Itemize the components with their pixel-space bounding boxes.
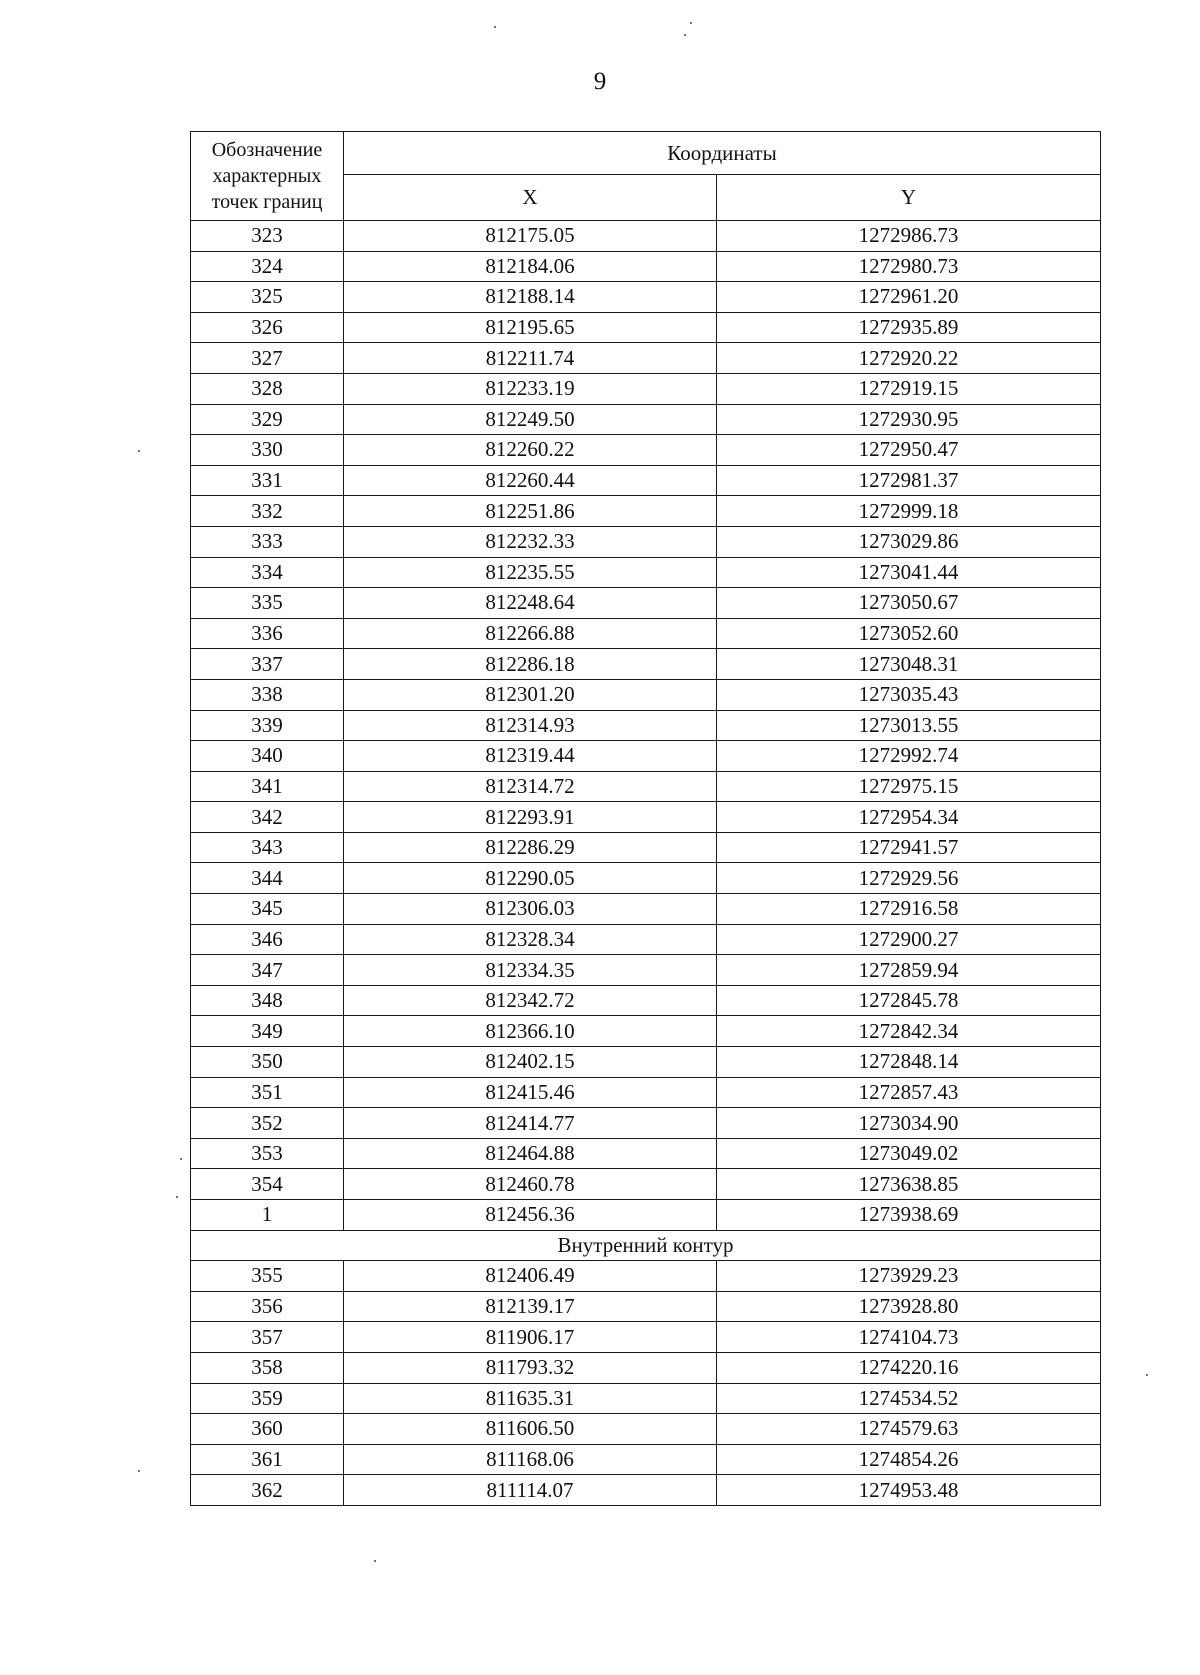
- table-row: [191, 1444, 1101, 1475]
- table-row: [191, 404, 1101, 435]
- table-row: [191, 251, 1101, 282]
- header-point-designation: Обозначение характерных точек границ: [191, 132, 344, 221]
- cell-x: 812286.29: [344, 832, 717, 863]
- cell-x: 812456.36: [344, 1200, 717, 1231]
- cell-x: 812464.88: [344, 1138, 717, 1169]
- cell-point: 326: [191, 312, 344, 343]
- table-row: [191, 1383, 1101, 1414]
- cell-y: 1272920.22: [717, 343, 1101, 374]
- cell-x: 812139.17: [344, 1291, 717, 1322]
- table-row: [191, 373, 1101, 404]
- cell-x: 812232.33: [344, 526, 717, 557]
- cell-point: 333: [191, 526, 344, 557]
- cell-x: 812184.06: [344, 251, 717, 282]
- cell-point: 334: [191, 557, 344, 588]
- cell-point: 356: [191, 1291, 344, 1322]
- cell-x: 812260.22: [344, 435, 717, 466]
- table-row: [191, 1352, 1101, 1383]
- table-row: [191, 802, 1101, 833]
- cell-y: 1273049.02: [717, 1138, 1101, 1169]
- table-row: [191, 1322, 1101, 1353]
- cell-x: 812233.19: [344, 373, 717, 404]
- table-row: [191, 679, 1101, 710]
- table-row: [191, 588, 1101, 619]
- table-row: [191, 465, 1101, 496]
- cell-x: 812334.35: [344, 955, 717, 986]
- cell-point: 343: [191, 832, 344, 863]
- table-row: [191, 1261, 1101, 1292]
- cell-y: 1272975.15: [717, 771, 1101, 802]
- cell-x: 812402.15: [344, 1047, 717, 1078]
- header-x: X: [344, 175, 717, 221]
- table-row: [191, 894, 1101, 925]
- cell-x: 812415.46: [344, 1077, 717, 1108]
- table-row: [191, 1016, 1101, 1047]
- section-title: Внутренний контур: [191, 1230, 1101, 1261]
- cell-point: 355: [191, 1261, 344, 1292]
- cell-point: 327: [191, 343, 344, 374]
- header-coordinates: Координаты: [344, 132, 1101, 175]
- cell-point: 338: [191, 679, 344, 710]
- cell-y: 1272992.74: [717, 741, 1101, 772]
- cell-point: 337: [191, 649, 344, 680]
- inner-contour-body: [191, 1261, 1101, 1506]
- cell-y: 1272930.95: [717, 404, 1101, 435]
- cell-x: 812251.86: [344, 496, 717, 527]
- cell-y: 1273041.44: [717, 557, 1101, 588]
- cell-y: 1272950.47: [717, 435, 1101, 466]
- cell-y: 1272919.15: [717, 373, 1101, 404]
- cell-point: 344: [191, 863, 344, 894]
- cell-point: 353: [191, 1138, 344, 1169]
- cell-point: 328: [191, 373, 344, 404]
- cell-y: 1272981.37: [717, 465, 1101, 496]
- cell-y: 1274220.16: [717, 1352, 1101, 1383]
- table-row: [191, 955, 1101, 986]
- cell-y: 1272929.56: [717, 863, 1101, 894]
- table-row: [191, 1475, 1101, 1506]
- table-row: [191, 649, 1101, 680]
- table-row: [191, 312, 1101, 343]
- cell-point: 357: [191, 1322, 344, 1353]
- cell-point: 349: [191, 1016, 344, 1047]
- cell-y: 1272859.94: [717, 955, 1101, 986]
- cell-y: 1274534.52: [717, 1383, 1101, 1414]
- cell-x: 812366.10: [344, 1016, 717, 1047]
- cell-x: 812211.74: [344, 343, 717, 374]
- cell-y: 1274579.63: [717, 1414, 1101, 1445]
- table-row: [191, 526, 1101, 557]
- cell-x: 812414.77: [344, 1108, 717, 1139]
- cell-x: 812175.05: [344, 221, 717, 252]
- cell-y: 1272961.20: [717, 282, 1101, 313]
- cell-x: 812260.44: [344, 465, 717, 496]
- table-row: [191, 924, 1101, 955]
- table-row: [191, 1291, 1101, 1322]
- cell-point: 351: [191, 1077, 344, 1108]
- table-row: [191, 221, 1101, 252]
- cell-y: 1272848.14: [717, 1047, 1101, 1078]
- cell-point: 341: [191, 771, 344, 802]
- cell-point: 325: [191, 282, 344, 313]
- cell-x: 812314.72: [344, 771, 717, 802]
- table-row: [191, 343, 1101, 374]
- cell-x: 812314.93: [344, 710, 717, 741]
- cell-point: 358: [191, 1352, 344, 1383]
- cell-y: 1273034.90: [717, 1108, 1101, 1139]
- table-row: [191, 618, 1101, 649]
- cell-point: 336: [191, 618, 344, 649]
- cell-y: 1273035.43: [717, 679, 1101, 710]
- cell-x: 811635.31: [344, 1383, 717, 1414]
- table-row: [191, 282, 1101, 313]
- table-row: [191, 496, 1101, 527]
- coordinates-table: [190, 131, 1101, 1506]
- cell-x: 812301.20: [344, 679, 717, 710]
- cell-y: 1273938.69: [717, 1200, 1101, 1231]
- cell-point: 330: [191, 435, 344, 466]
- cell-y: 1274104.73: [717, 1322, 1101, 1353]
- header-y: Y: [717, 175, 1101, 221]
- cell-point: 345: [191, 894, 344, 925]
- cell-y: 1272986.73: [717, 221, 1101, 252]
- cell-x: 812235.55: [344, 557, 717, 588]
- cell-x: 812406.49: [344, 1261, 717, 1292]
- cell-point: 352: [191, 1108, 344, 1139]
- table-row: [191, 710, 1101, 741]
- cell-x: 811114.07: [344, 1475, 717, 1506]
- table-row: [191, 1200, 1101, 1231]
- cell-point: 339: [191, 710, 344, 741]
- cell-x: 812195.65: [344, 312, 717, 343]
- cell-x: 812290.05: [344, 863, 717, 894]
- cell-y: 1273638.85: [717, 1169, 1101, 1200]
- cell-point: 350: [191, 1047, 344, 1078]
- cell-point: 361: [191, 1444, 344, 1475]
- cell-y: 1272980.73: [717, 251, 1101, 282]
- cell-point: 324: [191, 251, 344, 282]
- cell-point: 340: [191, 741, 344, 772]
- cell-y: 1272842.34: [717, 1016, 1101, 1047]
- cell-y: 1273052.60: [717, 618, 1101, 649]
- cell-point: 348: [191, 985, 344, 1016]
- cell-x: 811168.06: [344, 1444, 717, 1475]
- table-row: [191, 985, 1101, 1016]
- cell-y: 1272935.89: [717, 312, 1101, 343]
- cell-x: 812286.18: [344, 649, 717, 680]
- cell-y: 1273048.31: [717, 649, 1101, 680]
- cell-point: 335: [191, 588, 344, 619]
- cell-point: 346: [191, 924, 344, 955]
- table-row: [191, 1047, 1101, 1078]
- table-row: [191, 1108, 1101, 1139]
- cell-point: 360: [191, 1414, 344, 1445]
- cell-y: 1272941.57: [717, 832, 1101, 863]
- table-header: [191, 132, 1101, 221]
- cell-point: 1: [191, 1200, 344, 1231]
- cell-y: 1272845.78: [717, 985, 1101, 1016]
- table-row: [191, 863, 1101, 894]
- cell-y: 1273928.80: [717, 1291, 1101, 1322]
- table-row: [191, 1414, 1101, 1445]
- cell-y: 1272916.58: [717, 894, 1101, 925]
- cell-y: 1272954.34: [717, 802, 1101, 833]
- table-row: [191, 557, 1101, 588]
- cell-x: 811793.32: [344, 1352, 717, 1383]
- cell-point: 329: [191, 404, 344, 435]
- cell-x: 812460.78: [344, 1169, 717, 1200]
- cell-point: 347: [191, 955, 344, 986]
- cell-x: 812342.72: [344, 985, 717, 1016]
- table-row: [191, 435, 1101, 466]
- section-row: [191, 1230, 1101, 1261]
- cell-x: 812266.88: [344, 618, 717, 649]
- table-row: [191, 1077, 1101, 1108]
- cell-x: 812293.91: [344, 802, 717, 833]
- cell-x: 811906.17: [344, 1322, 717, 1353]
- cell-x: 812328.34: [344, 924, 717, 955]
- cell-y: 1272999.18: [717, 496, 1101, 527]
- section-divider: [191, 1230, 1101, 1261]
- cell-y: 1273013.55: [717, 710, 1101, 741]
- cell-point: 332: [191, 496, 344, 527]
- cell-point: 342: [191, 802, 344, 833]
- table-row: [191, 741, 1101, 772]
- cell-x: 812188.14: [344, 282, 717, 313]
- table-body: [191, 221, 1101, 1231]
- cell-point: 323: [191, 221, 344, 252]
- cell-x: 811606.50: [344, 1414, 717, 1445]
- cell-y: 1273050.67: [717, 588, 1101, 619]
- cell-point: 362: [191, 1475, 344, 1506]
- table-row: [191, 1138, 1101, 1169]
- table-row: [191, 832, 1101, 863]
- cell-y: 1273929.23: [717, 1261, 1101, 1292]
- table-row: [191, 1169, 1101, 1200]
- cell-y: 1273029.86: [717, 526, 1101, 557]
- cell-point: 359: [191, 1383, 344, 1414]
- page-number: 9: [593, 68, 607, 95]
- cell-x: 812319.44: [344, 741, 717, 772]
- cell-point: 331: [191, 465, 344, 496]
- cell-x: 812248.64: [344, 588, 717, 619]
- cell-y: 1272857.43: [717, 1077, 1101, 1108]
- table-row: [191, 771, 1101, 802]
- cell-y: 1274854.26: [717, 1444, 1101, 1475]
- cell-y: 1272900.27: [717, 924, 1101, 955]
- cell-y: 1274953.48: [717, 1475, 1101, 1506]
- cell-x: 812306.03: [344, 894, 717, 925]
- cell-point: 354: [191, 1169, 344, 1200]
- cell-x: 812249.50: [344, 404, 717, 435]
